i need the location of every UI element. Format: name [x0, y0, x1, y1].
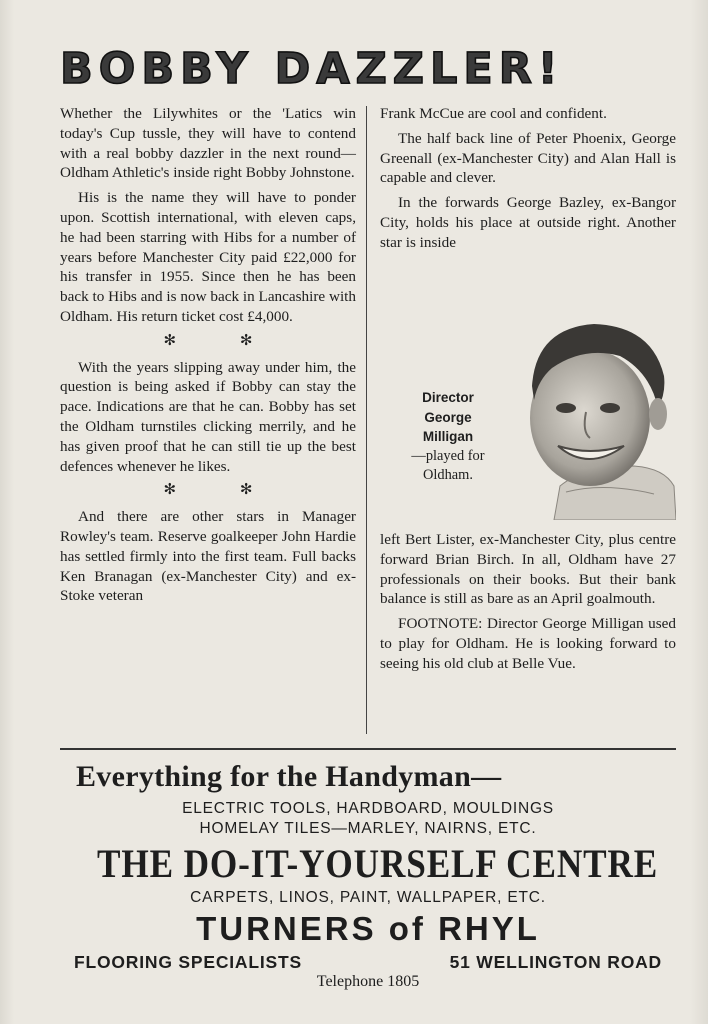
advert-line: HOMELAY TILES—MARLEY, NAIRNS, ETC.	[199, 820, 537, 837]
advert-line: CARPETS, LINOS, PAINT, WALLPAPER, ETC.	[190, 889, 546, 906]
paragraph: And there are other stars in Manager Rowley's team. Reserve goalkeeper John Hardie has settled firmly into the first team. Full backs Ken Branagan (ex-Manchester City) and ex-Stoke veteran	[60, 508, 356, 605]
caption-line: Milligan	[422, 429, 474, 444]
paragraph: Whether the Lilywhites or the 'Latics win today's Cup tussle, they will have to contend with a real bobby dazzler in the next round— Oldham Athletic's inside right Bobby Johnstone.	[60, 105, 356, 182]
paragraph: His is the name they will have to ponder upon. Scottish international, with eleven caps, he had been starring with Hibs for a number of years before Manchester City paid £22,000 for his transfer in 1955. Since then he has been back to Hibs and is now back in Lancashire with Oldham. His return ticket cost £4,000.	[60, 189, 356, 325]
caption-line: —played for	[411, 447, 485, 464]
caption-line: George	[424, 409, 472, 425]
advert-centre-name: THE DO-IT-YOURSELF CENTRE	[96, 841, 659, 886]
paragraph: In the forwards George Bazley, ex-Bangor City, holds his place at outside right. Another star is inside	[380, 194, 676, 251]
paragraph: Frank McCue are cool and confident.	[380, 105, 607, 122]
paragraph: With the years slipping away under him, the question is being asked if Bobby can stay the pace. Indications are that he can. Bobby has set the Oldham turnstiles clicking merrily, and he has given proof that he can still tie up the best defences whenever he likes.	[60, 358, 356, 475]
advert-line: ELECTRIC TOOLS, HARDBOARD, MOULDINGS	[182, 800, 554, 817]
advert-tagline: Everything for the Handyman—	[76, 760, 502, 793]
advert-address: 51 WELLINGTON ROAD	[449, 952, 662, 972]
column-divider	[366, 106, 367, 734]
portrait-photo	[524, 316, 676, 520]
section-divider	[60, 748, 676, 750]
separator-stars: ✻ ✻	[163, 332, 283, 349]
separator-stars: ✻ ✻	[163, 482, 283, 499]
paragraph: left Bert Lister, ex-Manchester City, plus centre forward Brian Birch. In all, Oldham have 27 professionals on their books. But their bank balance is still as bare as an April goalmouth.	[380, 531, 676, 608]
left-column	[60, 104, 356, 611]
headline: BOBBY DAZZLER!	[60, 44, 564, 94]
caption-line: Director	[422, 390, 474, 405]
right-column-top	[380, 104, 676, 258]
right-column-bottom	[380, 530, 676, 679]
advert-specialists: FLOORING SPECIALISTS	[74, 952, 302, 972]
photo-caption	[398, 388, 498, 486]
paragraph: The half back line of Peter Phoenix, George Greenall (ex-Manchester City) and Alan Hall is capable and clever.	[380, 129, 676, 187]
advert-telephone: Telephone 1805	[316, 973, 420, 990]
caption-line: Oldham.	[423, 467, 473, 483]
paragraph: FOOTNOTE: Director George Milligan used to play for Oldham. He is looking forward to seeing his old club at Belle Vue.	[380, 615, 676, 672]
advert-company: TURNERS of RHYL	[196, 910, 540, 947]
